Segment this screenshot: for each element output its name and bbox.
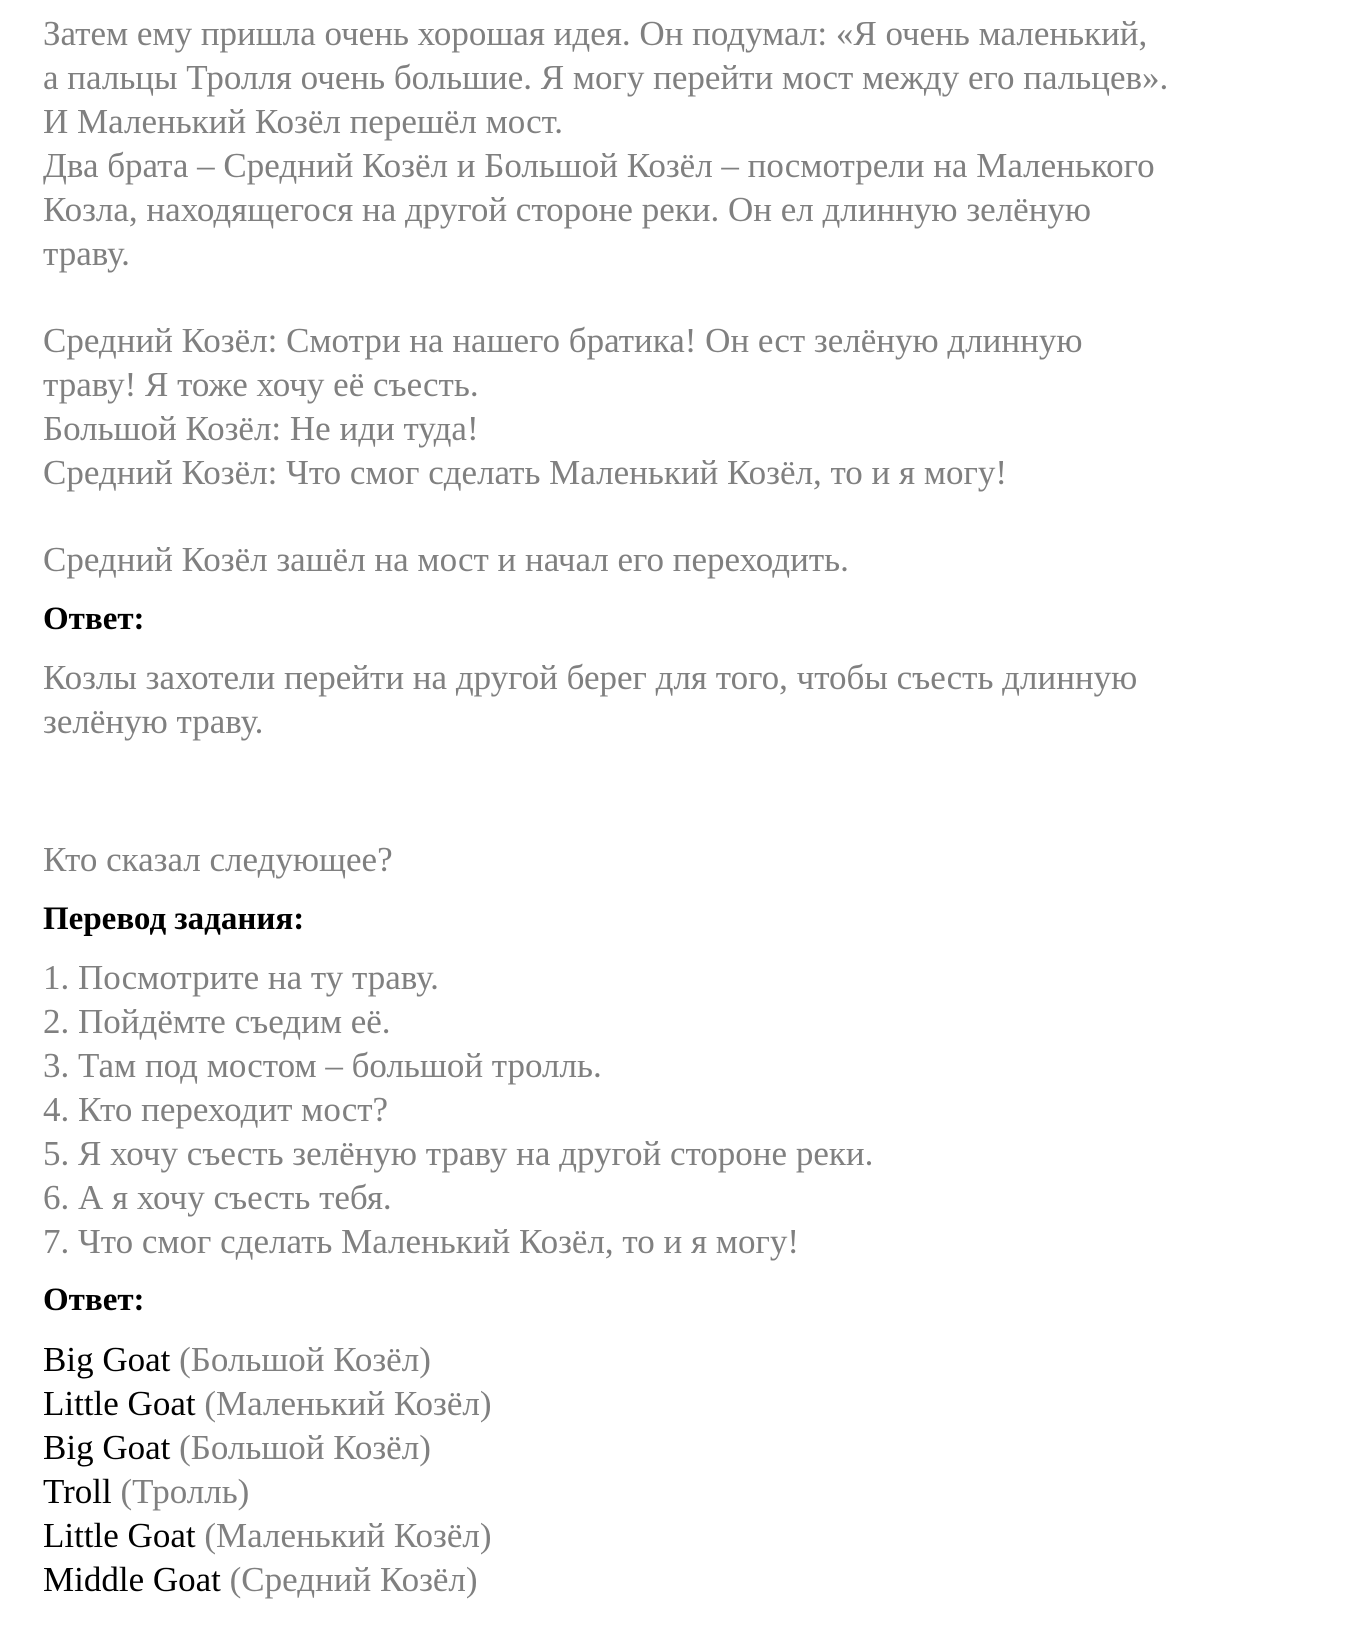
answer-russian: (Большой Козёл)	[179, 1428, 431, 1467]
answer-item	[43, 1470, 1343, 1514]
answer-english: Big Goat	[43, 1428, 171, 1467]
text-line: траву.	[43, 234, 130, 273]
list-item: 3. Там под мостом – большой тролль.	[43, 1046, 602, 1085]
answer-english: Little Goat	[43, 1384, 196, 1423]
text-line: Козлы захотели перейти на другой берег для того, чтобы съесть длинную	[43, 658, 1138, 697]
list-item: 6. А я хочу съесть тебя.	[43, 1178, 392, 1217]
answer-heading: Ответ:	[43, 1282, 145, 1318]
answer-russian: (Средний Козёл)	[229, 1560, 478, 1599]
answer-item	[43, 1514, 1343, 1558]
answer-russian: (Тролль)	[120, 1472, 250, 1511]
story-paragraph-1	[43, 12, 1343, 276]
list-item: 7. Что смог сделать Маленький Козёл, то и я могу!	[43, 1222, 799, 1261]
text-line: Козла, находящегося на другой стороне реки. Он ел длинную зелёную	[43, 190, 1092, 229]
answer-item	[43, 1558, 1343, 1602]
list-item: 2. Пойдёмте съедим её.	[43, 1002, 391, 1041]
text-line: Два брата – Средний Козёл и Большой Козёл – посмотрели на Маленького	[43, 146, 1155, 185]
answer-item	[43, 1338, 1343, 1382]
text-line: Средний Козёл: Что смог сделать Маленький Козёл, то и я могу!	[43, 453, 1008, 492]
text-line: Затем ему пришла очень хорошая идея. Он подумал: «Я очень маленький,	[43, 14, 1148, 53]
list-item: 4. Кто переходит мост?	[43, 1090, 389, 1129]
translation-heading: Перевод задания:	[43, 901, 305, 937]
answer-english: Middle Goat	[43, 1560, 221, 1599]
answer-text	[43, 656, 1343, 744]
answer-english: Troll	[43, 1472, 112, 1511]
answer-item	[43, 1382, 1343, 1426]
text-line: траву! Я тоже хочу её съесть.	[43, 365, 479, 404]
text-line: Средний Козёл: Смотри на нашего братика! Он ест зелёную длинную	[43, 321, 1083, 360]
answer-english: Little Goat	[43, 1516, 196, 1555]
text-line: зелёную траву.	[43, 702, 264, 741]
list-item: 5. Я хочу съесть зелёную траву на другой стороне реки.	[43, 1134, 874, 1173]
text-line: а пальцы Тролля очень большие. Я могу перейти мост между его пальцев».	[43, 58, 1169, 97]
paragraph-gap	[43, 276, 1343, 319]
answer-russian: (Большой Козёл)	[179, 1340, 431, 1379]
section-gap	[43, 744, 1343, 838]
story-paragraph-3: Средний Козёл зашёл на мост и начал его переходить.	[43, 540, 849, 579]
answer-russian: (Маленький Козёл)	[204, 1384, 492, 1423]
text-line: Большой Козёл: Не иди туда!	[43, 409, 479, 448]
answer-heading: Ответ:	[43, 601, 145, 637]
answer-list	[43, 1338, 1343, 1602]
document-page	[43, 12, 1343, 1602]
question-text: Кто сказал следующее?	[43, 840, 393, 879]
list-item: 1. Посмотрите на ту траву.	[43, 958, 439, 997]
answer-item	[43, 1426, 1343, 1470]
text-line: И Маленький Козёл перешёл мост.	[43, 102, 564, 141]
story-paragraph-2	[43, 319, 1343, 495]
paragraph-gap	[43, 495, 1343, 538]
answer-english: Big Goat	[43, 1340, 171, 1379]
answer-russian: (Маленький Козёл)	[204, 1516, 492, 1555]
translation-list	[43, 956, 1343, 1264]
